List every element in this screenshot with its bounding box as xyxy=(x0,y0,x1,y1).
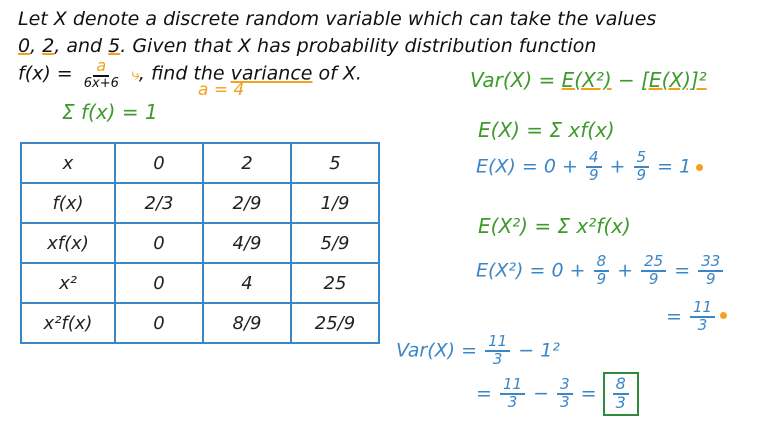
bullet-dot xyxy=(720,312,727,319)
ex-definition: E(X) = Σ xf(x) xyxy=(478,118,615,142)
table-row xyxy=(21,223,379,263)
table-row xyxy=(21,183,379,223)
ex-frac-2-den: 9 xyxy=(636,165,647,184)
ex2-frac-1-den: 9 xyxy=(596,269,607,288)
fx-fraction xyxy=(81,58,122,90)
ex2-eq2: = xyxy=(666,305,682,328)
ex-calculation xyxy=(476,150,691,184)
table-cell: 0 xyxy=(115,303,203,343)
table-cell: 0 xyxy=(115,143,203,183)
fx-den: 6x+6 xyxy=(83,75,119,91)
ex2-frac-1 xyxy=(594,254,610,288)
variance-word: variance xyxy=(230,62,313,85)
ex-frac-2 xyxy=(634,150,650,184)
table-cell: 2 xyxy=(203,143,291,183)
table-cell: xf(x) xyxy=(21,223,115,263)
var-minus: − 1² xyxy=(518,339,560,362)
table-cell: 0 xyxy=(115,223,203,263)
ex-frac-1-den: 9 xyxy=(588,165,599,184)
ex2-calc-lhs: E(X²) = 0 + xyxy=(476,259,586,282)
var-frac-1 xyxy=(485,334,510,368)
value-2: 2 xyxy=(42,35,55,57)
var-def-minus: − xyxy=(618,68,635,92)
table-cell: 5 xyxy=(291,143,379,183)
var-frac-3 xyxy=(557,377,573,411)
a-value: a = 4 xyxy=(198,80,245,100)
ex2-calculation xyxy=(476,254,725,288)
ex2-frac-4-num: 11 xyxy=(690,300,715,318)
table-cell: 4 xyxy=(203,263,291,303)
var-lhs: Var(X) = xyxy=(396,339,478,362)
table-cell: 2/3 xyxy=(115,183,203,223)
ex-plus: + xyxy=(609,155,626,178)
table-cell: 5/9 xyxy=(291,223,379,263)
table-cell: 2/9 xyxy=(203,183,291,223)
value-0: 0 xyxy=(18,35,31,57)
ex2-frac-2 xyxy=(641,254,666,288)
sep-2: , and xyxy=(54,35,103,57)
table-cell: x² xyxy=(21,263,115,303)
ex2-frac-3 xyxy=(698,254,723,288)
var-frac-1-den: 3 xyxy=(492,349,503,368)
var-calculation xyxy=(396,334,560,368)
ex2-frac-4-den: 3 xyxy=(697,315,708,334)
var-def-lhs: Var(X) = xyxy=(470,68,556,92)
var-frac-2 xyxy=(500,377,525,411)
arrow-icon: ⤷ xyxy=(129,64,139,84)
table-cell: 25 xyxy=(291,263,379,303)
ex2-simplified xyxy=(666,300,717,334)
sep-1: , xyxy=(30,35,37,57)
var-frac-3-den: 3 xyxy=(560,392,570,411)
ex2-plus: + xyxy=(617,259,634,282)
var-eq3: = xyxy=(580,382,597,405)
var-minus2: − xyxy=(533,382,550,405)
var-frac-3-num: 3 xyxy=(557,377,573,395)
table-row xyxy=(21,143,379,183)
bullet-dot xyxy=(696,164,703,171)
ex-frac-1 xyxy=(586,150,602,184)
table-cell: f(x) xyxy=(21,183,115,223)
fx-num: a xyxy=(93,58,109,77)
table-cell: x²f(x) xyxy=(21,303,115,343)
answer-fraction xyxy=(613,376,629,412)
ex2-definition: E(X²) = Σ x²f(x) xyxy=(478,214,631,238)
answer-box xyxy=(603,372,639,416)
problem-line-3 xyxy=(18,58,362,90)
table-row xyxy=(21,303,379,343)
table-cell: 4/9 xyxy=(203,223,291,263)
ex2-frac-4 xyxy=(690,300,715,334)
ex2-frac-2-den: 9 xyxy=(648,269,659,288)
var-eq2: = xyxy=(476,382,492,405)
value-5: 5 xyxy=(108,35,121,57)
var-frac-1-num: 11 xyxy=(485,334,510,352)
of-x-text: of X. xyxy=(318,62,362,85)
var-def-ex-sq: [E(X)]² xyxy=(641,68,707,92)
ex-frac-1-num: 4 xyxy=(586,150,602,168)
ex2-frac-1-num: 8 xyxy=(594,254,610,272)
ex2-frac-2-num: 25 xyxy=(641,254,666,272)
ex2-frac-3-num: 33 xyxy=(698,254,723,272)
ex-frac-2-num: 5 xyxy=(634,150,650,168)
table-cell: 8/9 xyxy=(203,303,291,343)
answer-num: 8 xyxy=(613,376,629,395)
table-cell: 25/9 xyxy=(291,303,379,343)
find-text: , find the xyxy=(138,62,225,85)
table-cell: x xyxy=(21,143,115,183)
distribution-table xyxy=(20,142,380,344)
var-final xyxy=(476,372,639,416)
fx-lhs: f(x) = xyxy=(18,62,73,85)
ex-calc-lhs: E(X) = 0 + xyxy=(476,155,578,178)
problem-text-2: . Given that X has probability distribution function xyxy=(120,35,597,57)
ex2-frac-3-den: 9 xyxy=(706,269,716,288)
table-cell: 0 xyxy=(115,263,203,303)
problem-line-1 xyxy=(18,6,656,33)
var-def-ex2: E(X²) xyxy=(561,68,612,92)
problem-text-1: Let X denote a discrete random variable which can take the values xyxy=(18,8,657,30)
table-cell: 1/9 xyxy=(291,183,379,223)
table-row xyxy=(21,263,379,303)
ex-result: = 1 xyxy=(657,155,692,178)
answer-den: 3 xyxy=(615,392,626,412)
sum-rule: Σ f(x) = 1 xyxy=(62,100,158,124)
var-frac-2-den: 3 xyxy=(507,392,518,411)
variance-definition xyxy=(470,68,707,92)
ex2-eq: = xyxy=(674,259,691,282)
var-frac-2-num: 11 xyxy=(500,377,525,395)
